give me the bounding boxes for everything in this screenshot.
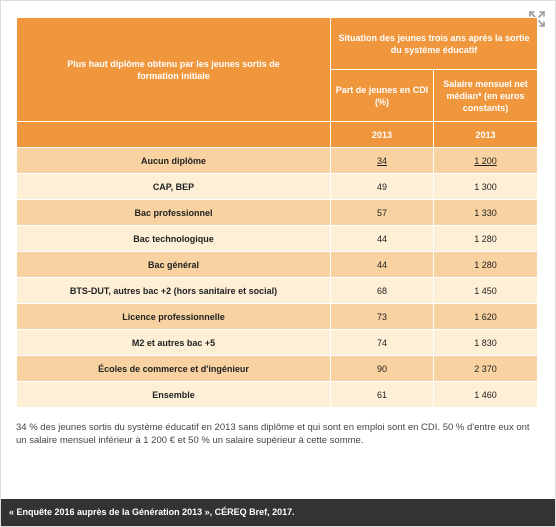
table-row	[17, 148, 538, 174]
cdi-value: 74	[331, 330, 434, 356]
salary-value: 1 450	[434, 278, 538, 304]
header-spacer	[17, 122, 331, 148]
year-header-salary: 2013	[434, 122, 538, 148]
diploma-label: Bac général	[17, 252, 331, 278]
salary-value: 1 200	[434, 148, 538, 174]
diploma-label: CAP, BEP	[17, 174, 331, 200]
cdi-value: 34	[331, 148, 434, 174]
table-row-total	[17, 382, 538, 408]
salary-value: 1 830	[434, 330, 538, 356]
diploma-column-header: Plus haut diplôme obtenu par les jeunes sortis de formation initiale	[17, 18, 331, 122]
table-row	[17, 356, 538, 382]
diploma-label: Bac technologique	[17, 226, 331, 252]
year-header-cdi: 2013	[331, 122, 434, 148]
table-row	[17, 330, 538, 356]
diploma-label: M2 et autres bac +5	[17, 330, 331, 356]
table-row	[17, 174, 538, 200]
cdi-value: 61	[331, 382, 434, 408]
diploma-label: Ensemble	[17, 382, 331, 408]
diploma-label: Bac professionnel	[17, 200, 331, 226]
table-row	[17, 278, 538, 304]
table-row	[17, 304, 538, 330]
salary-value: 1 300	[434, 174, 538, 200]
salary-value: 1 280	[434, 226, 538, 252]
salary-value: 1 330	[434, 200, 538, 226]
salary-value: 1 620	[434, 304, 538, 330]
diploma-label: Aucun diplôme	[17, 148, 331, 174]
diploma-label: Écoles de commerce et d'ingénieur	[17, 356, 331, 382]
cdi-value: 44	[331, 226, 434, 252]
cdi-column-header: Part de jeunes en CDI (%)	[331, 70, 434, 122]
salary-value: 1 460	[434, 382, 538, 408]
salary-value: 1 280	[434, 252, 538, 278]
cdi-value: 68	[331, 278, 434, 304]
cdi-value: 44	[331, 252, 434, 278]
diploma-table	[16, 17, 538, 408]
cdi-value: 49	[331, 174, 434, 200]
salary-value: 2 370	[434, 356, 538, 382]
table-row	[17, 252, 538, 278]
source-caption: « Enquête 2016 auprès de la Génération 2013 », CÉREQ Bref, 2017.	[1, 499, 555, 526]
salary-column-header: Salaire mensuel net médian* (en euros constants)	[434, 70, 538, 122]
cdi-value: 73	[331, 304, 434, 330]
cdi-value: 57	[331, 200, 434, 226]
cdi-value: 90	[331, 356, 434, 382]
diploma-label: BTS-DUT, autres bac +2 (hors sanitaire et social)	[17, 278, 331, 304]
diploma-label: Licence professionnelle	[17, 304, 331, 330]
table-row	[17, 200, 538, 226]
table-row	[17, 226, 538, 252]
table-note: 34 % des jeunes sortis du système éducatif en 2013 sans diplôme et qui sont en emploi sont en CDI. 50 % d'entre eux ont un salaire mensuel inférieur à 1 200 € et 50 % un salaire supérieur à cette somme.	[16, 422, 530, 446]
situation-header: Situation des jeunes trois ans après la sortie du système éducatif	[331, 18, 538, 70]
